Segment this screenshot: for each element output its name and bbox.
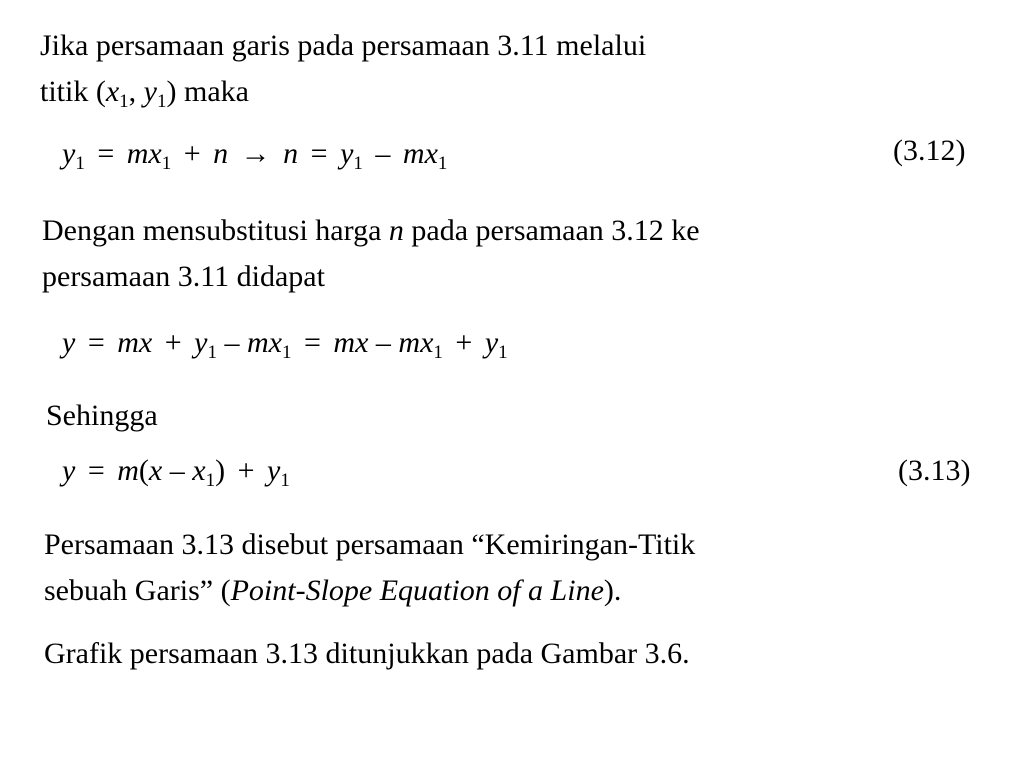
point-slope-line-2: sebuah Garis” (Point-Slope Equation of a Line). [44,574,622,607]
point-slope-line-1: Persamaan 3.13 disebut persamaan “Kemiringan-Titik [44,528,696,561]
arrow-symbol: → [240,137,271,170]
intro-line-1: Jika persamaan garis pada persamaan 3.11 melalui [40,29,647,62]
equation-3-13: $y = m(x - x_1) + y_1$ [62,454,290,491]
intro-line-2: titik ($x_1$, $y_1$) maka [40,75,249,112]
intro-paragraph [40,23,646,115]
substitution-line-1: Dengan mensubstitusi harga n pada persamaan 3.12 ke [42,214,700,247]
sehingga-label: Sehingga [46,399,158,432]
equation-3-12: $y_1 = mx_1 + n \to n = y_1 - mx_1$ [62,137,448,174]
point-slope-paragraph [44,522,695,614]
equation-number-3-12: (3.12) [893,134,966,167]
equation-number-3-13: (3.13) [898,454,971,487]
substitution-paragraph [42,208,700,300]
substitution-line-2: persamaan 3.11 didapat [42,260,325,293]
substitution-equation: y = mx + $y_1 - mx_1$ = mx – $mx_1 + y_1$ [62,326,508,363]
graph-reference-paragraph: Grafik persamaan 3.13 ditunjukkan pada Gambar 3.6. [44,637,690,670]
